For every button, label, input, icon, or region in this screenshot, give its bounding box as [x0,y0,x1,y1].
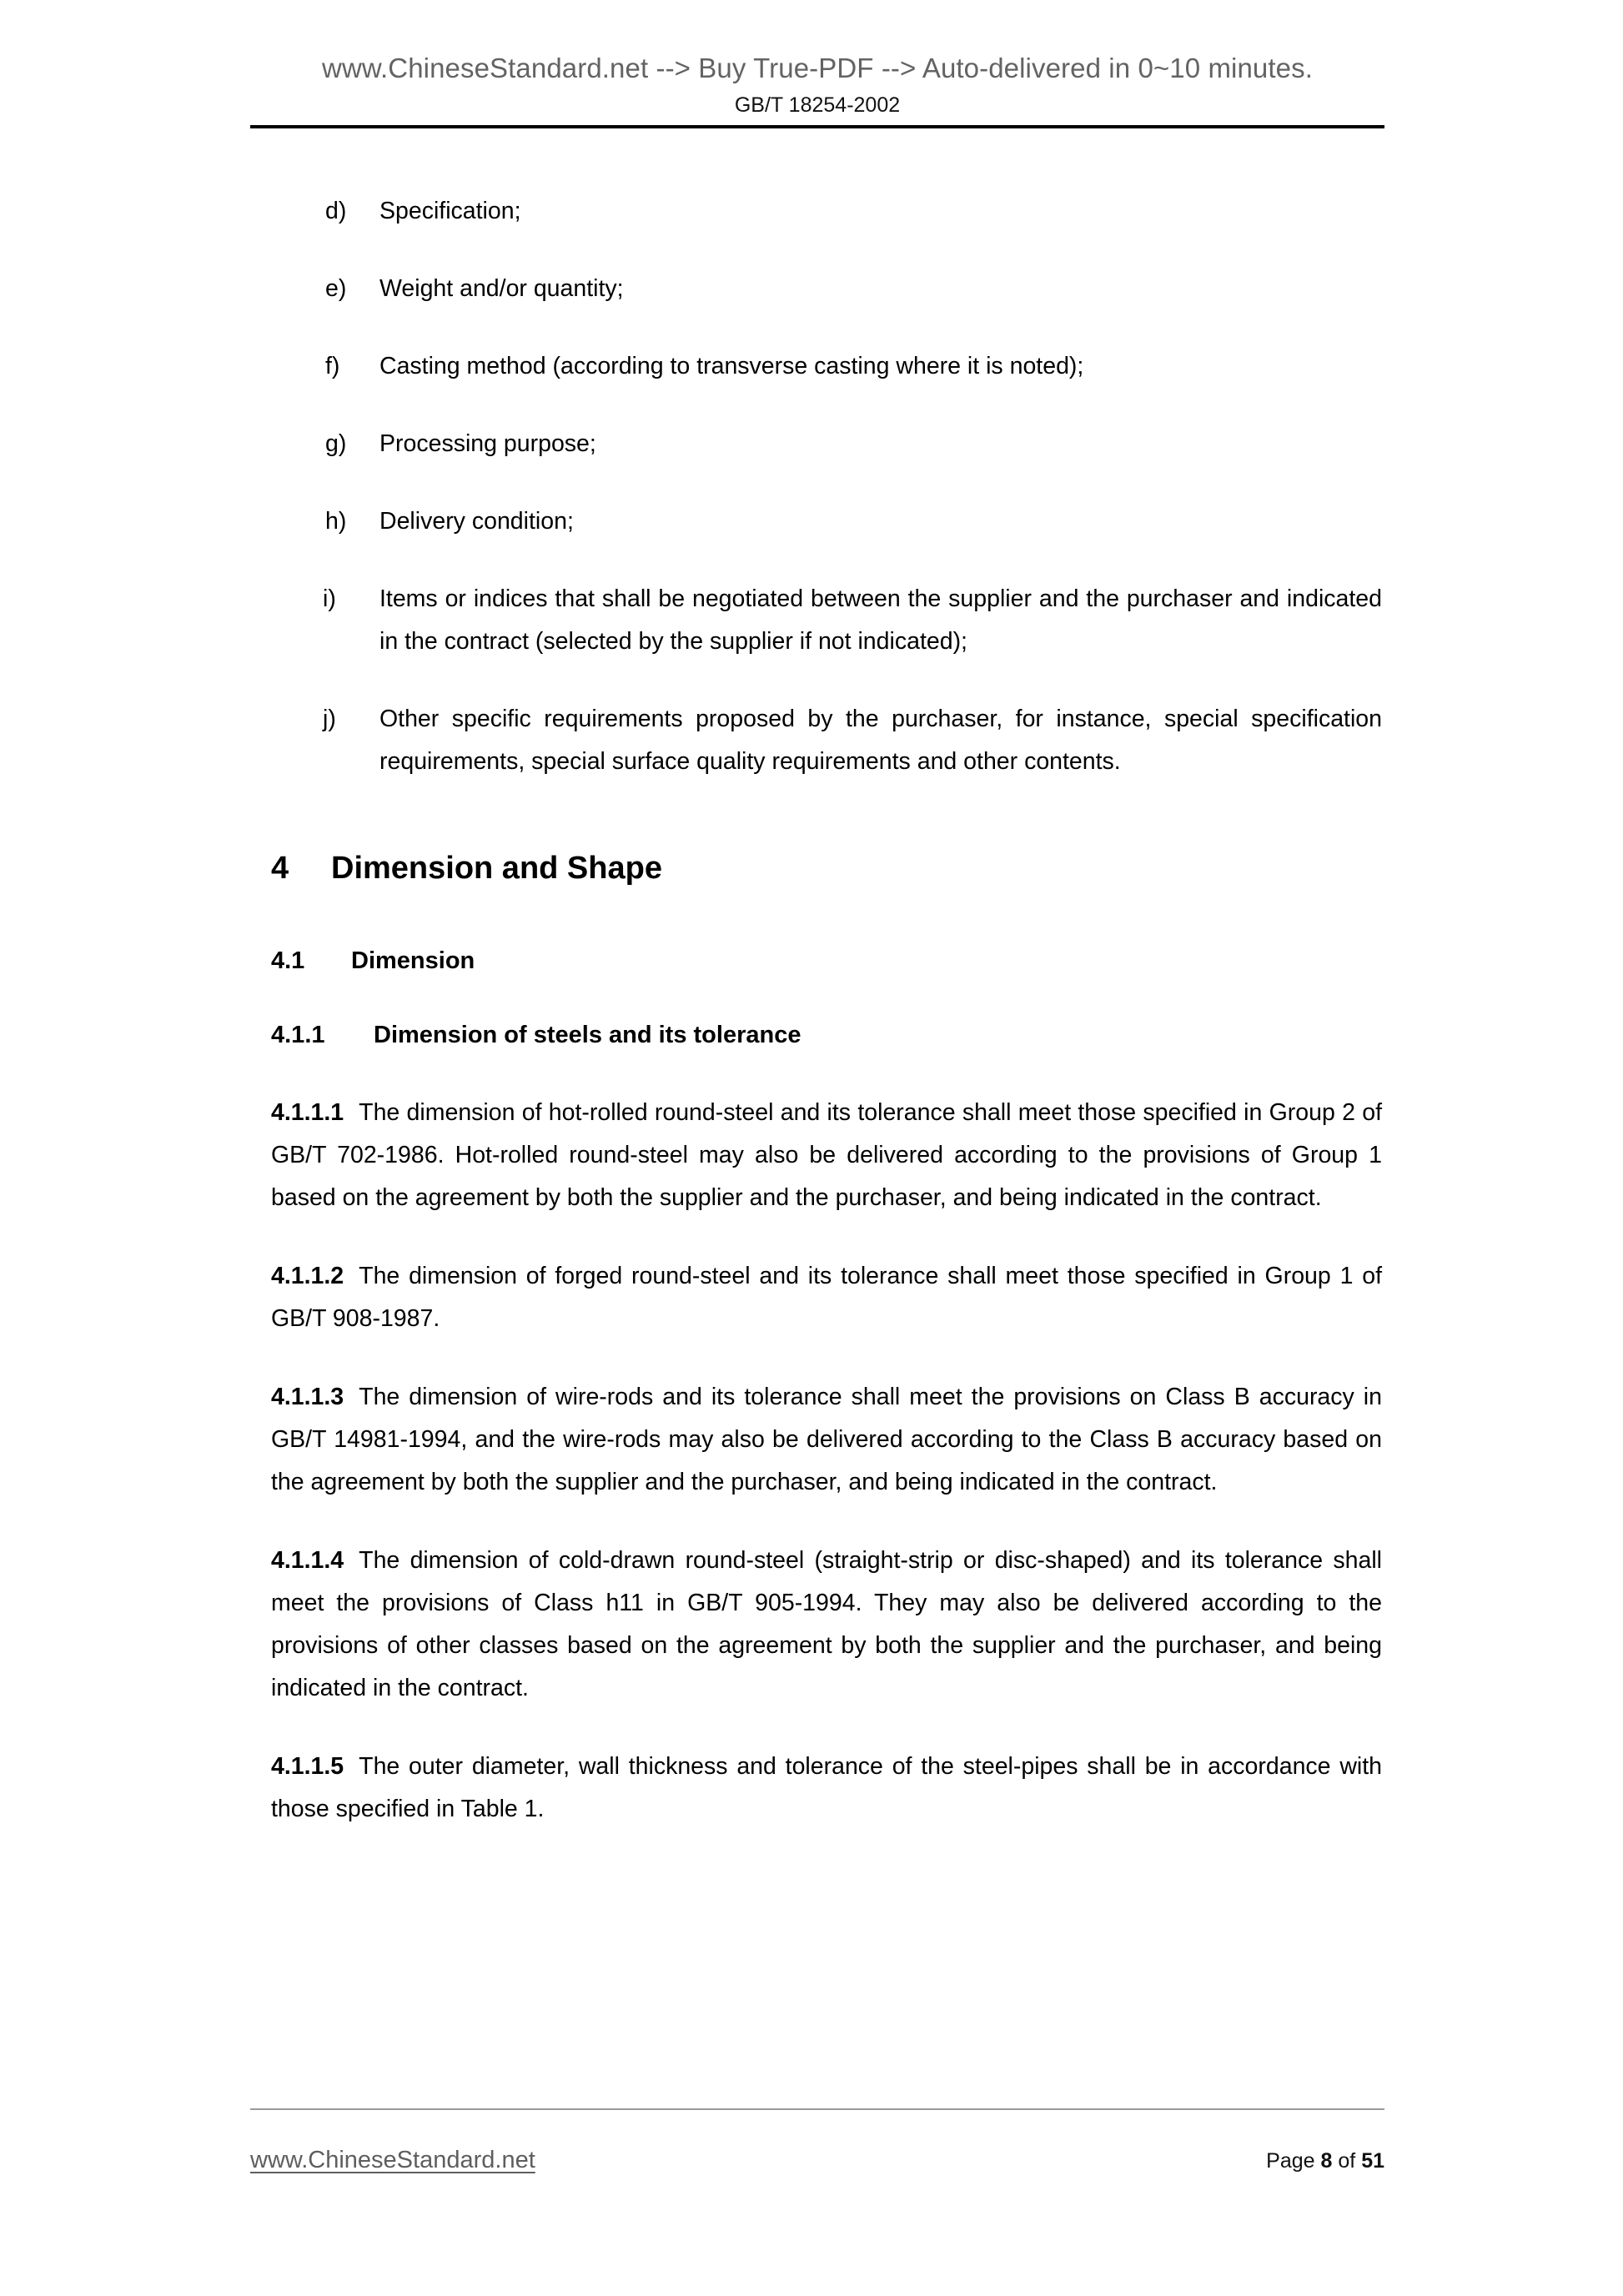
list-item [271,698,1382,783]
list-item-text: Other specific requirements proposed by the purchaser, for instance, special specification requirements, special surface quality requirements and other contents. [379,706,1382,775]
requirements-list [271,190,1382,783]
section-number: 4.1 [271,947,305,974]
list-item [271,268,1382,310]
list-item [271,345,1382,388]
clause-paragraph [271,1746,1382,1831]
footer-row [250,2147,1384,2174]
list-item [271,423,1382,465]
spacer [271,783,1382,850]
list-item-marker: h) [325,508,347,535]
list-item-text: Casting method (according to transverse casting where it is noted); [379,353,1084,379]
page-header [250,52,1384,128]
footer-website-link[interactable]: www.ChineseStandard.net [250,2147,535,2173]
page-footer [250,2108,1384,2174]
clause-text: The dimension of cold-drawn round-steel (straight-strip or disc-shaped) and its tolerance shall meet the provisions of Class h11 in GB/T 905-1994. They may also be delivered according to the provisions of other classes based on the agreement by both the supplier and the purchaser, and being indicated in the contract. [271,1547,1382,1702]
list-item [271,190,1382,233]
section-heading-4 [271,850,1382,888]
list-item-text: Items or indices that shall be negotiated between the supplier and the purchaser and indicated in the contract (selected by the supplier if not indicated); [379,585,1382,655]
list-item-marker: d) [325,198,347,224]
list-item-text: Weight and/or quantity; [379,275,624,302]
clause-text: The dimension of wire-rods and its tolerance shall meet the provisions on Class B accuracy in GB/T 14981-1994, and the wire-rods may also be delivered according to the Class B accuracy based on the agreement by both the supplier and the purchaser, and being indicated in the contract. [271,1384,1382,1496]
list-item-marker: e) [325,275,347,302]
clause-paragraph [271,1540,1382,1710]
list-item [271,500,1382,543]
list-item-text: Specification; [379,198,521,224]
page-number-indicator [1266,2149,1384,2173]
page-label: Page [1266,2149,1315,2173]
page-current: 8 [1320,2149,1333,2173]
spacer [271,1050,1382,1092]
list-item-marker: j) [323,706,336,732]
promo-banner-text: www.ChineseStandard.net --> Buy True-PDF --> Auto-delivered in 0~10 minutes. [322,53,1313,83]
clause-number: 4.1.1.2 [271,1263,344,1290]
clause-number: 4.1.1.5 [271,1753,344,1781]
section-title: Dimension of steels and its tolerance [374,1022,801,1049]
spacer [271,888,1382,947]
clause-text: The outer diameter, wall thickness and tolerance of the steel-pipes shall be in accordance with those specified in Table 1. [271,1753,1382,1823]
list-item-marker: g) [325,430,347,457]
header-divider [250,125,1384,128]
clause-paragraph [271,1255,1382,1340]
clause-text: The dimension of hot-rolled round-steel and its tolerance shall meet those specified in Group 2 of GB/T 702-1986. Hot-rolled round-steel may also be delivered according to the provisions of Group 1 based on the agreement by both the supplier and the purchaser, and being indicated in the contract. [271,1099,1382,1212]
page-total: 51 [1361,2149,1384,2173]
section-title: Dimension and Shape [331,851,662,886]
clause-number: 4.1.1.4 [271,1547,344,1575]
footer-divider [250,2108,1384,2110]
list-item-text: Delivery condition; [379,508,574,535]
section-heading-4-1 [271,947,1382,976]
clause-number: 4.1.1.1 [271,1099,344,1127]
list-item-marker: f) [325,353,340,379]
section-number: 4 [271,851,289,886]
clause-number: 4.1.1.3 [271,1384,344,1411]
spacer [271,975,1382,1021]
list-item-marker: i) [323,585,336,612]
clause-paragraph [271,1092,1382,1219]
list-item [271,578,1382,663]
list-item-text: Processing purpose; [379,430,596,457]
clause-paragraph [271,1376,1382,1504]
page-of-label: of [1338,2149,1356,2173]
document-body [271,190,1382,1831]
section-title: Dimension [351,947,475,974]
section-heading-4-1-1 [271,1021,1382,1050]
section-number: 4.1.1 [271,1022,325,1049]
clause-text: The dimension of forged round-steel and its tolerance shall meet those specified in Group 1 of GB/T 908-1987. [271,1263,1382,1333]
standard-code: GB/T 18254-2002 [734,93,901,117]
